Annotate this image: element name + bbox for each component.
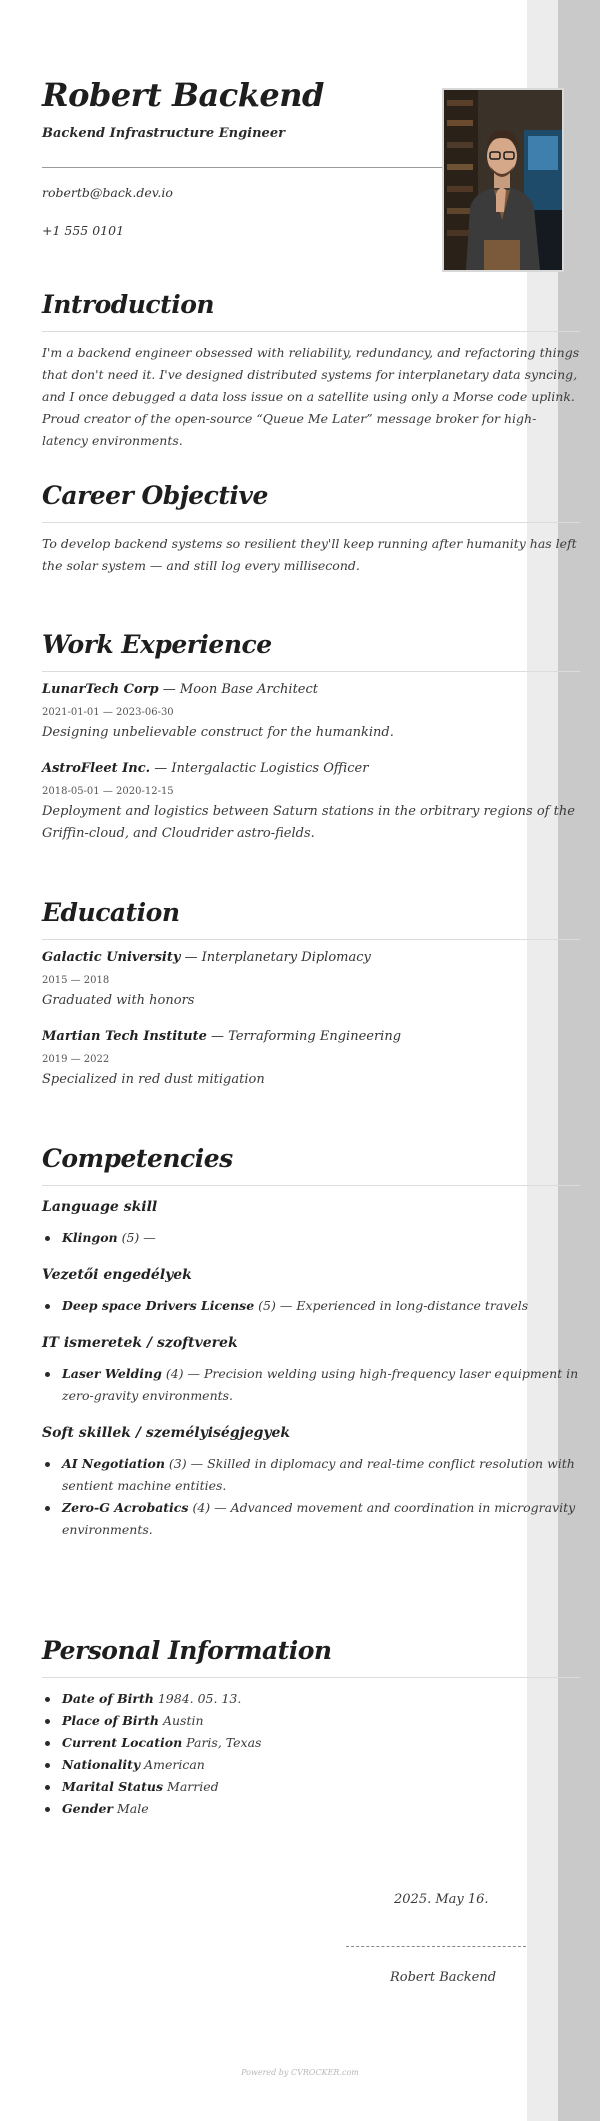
competency-name: Zero-G Acrobatics <box>62 1500 189 1515</box>
personal-title: Personal Information <box>42 1636 332 1665</box>
personal-label: Nationality <box>62 1757 141 1772</box>
personal-value: American <box>144 1757 205 1772</box>
personal-value: Paris, Texas <box>186 1735 262 1750</box>
candidate-role: Backend Infrastructure Engineer <box>42 126 285 141</box>
education-entry-head: Martian Tech Institute — Terraforming Engineering <box>42 1029 402 1044</box>
introduction-section <box>42 288 580 452</box>
competency-name: AI Negotiation <box>62 1456 165 1471</box>
signature-date: 2025. May 16. <box>394 1892 489 1907</box>
footer-credit[interactable]: Powered by CVROCKER.com <box>241 2068 359 2077</box>
competencies-section <box>42 1142 580 1541</box>
personal-item <box>42 1732 580 1754</box>
education-entry <box>42 948 580 1012</box>
competency-group-title: IT ismeretek / szoftverek <box>42 1335 238 1351</box>
education-dates: 2019 — 2022 <box>42 1054 110 1065</box>
competency-group <box>42 1197 580 1249</box>
personal-item <box>42 1688 580 1710</box>
competency-detail: (3) — Skilled in diplomacy and real-time conflict resolution with sentient machine entities. <box>62 1456 575 1493</box>
competency-list <box>42 1363 580 1407</box>
work-description: Deployment and logistics between Saturn stations in the orbitrary regions of the Griffin-cloud, and Cloudrider astro-fields. <box>42 804 575 841</box>
personal-value: Married <box>167 1779 219 1794</box>
section-divider <box>42 1677 580 1678</box>
objective-section <box>42 479 580 577</box>
work-entry <box>42 680 580 744</box>
profile-photo-illustration <box>444 90 562 270</box>
competency-detail: (4) — Precision welding using high-frequency laser equipment in zero-gravity environments. <box>62 1366 579 1403</box>
objective-title: Career Objective <box>42 481 268 510</box>
introduction-text: I'm a backend engineer obsessed with reliability, redundancy, and refactoring things that don't need it. I've designed distributed systems for interplanetary data syncing, and I once debugged a data loss issue on a satellite using only a Morse code uplink. Proud creator of the open-source “Queue Me Later” message broker for high-latency environments. <box>42 345 580 448</box>
personal-value: 1984. 05. 13. <box>157 1691 242 1706</box>
competency-list <box>42 1453 580 1541</box>
profile-photo <box>442 88 564 272</box>
personal-label: Marital Status <box>62 1779 164 1794</box>
personal-section <box>42 1634 580 1820</box>
introduction-title: Introduction <box>42 290 215 319</box>
competency-item <box>42 1453 580 1497</box>
competency-detail: (4) — Advanced movement and coordination in microgravity environments. <box>62 1500 576 1537</box>
work-entry-head: LunarTech Corp — Moon Base Architect <box>42 682 318 697</box>
personal-item <box>42 1710 580 1732</box>
competency-detail: (5) — Experienced in long-distance travels <box>254 1298 529 1313</box>
competency-detail: (5) — <box>117 1230 156 1245</box>
competency-item <box>42 1497 580 1541</box>
education-entry <box>42 1027 580 1091</box>
section-divider <box>42 522 580 523</box>
competency-group-title: Vezetői engedélyek <box>42 1267 192 1283</box>
phone-text[interactable]: +1 555 0101 <box>42 223 125 238</box>
header-divider <box>42 167 442 168</box>
competency-group <box>42 1265 580 1317</box>
education-description: Graduated with honors <box>42 993 195 1008</box>
personal-value: Austin <box>162 1713 204 1728</box>
competency-name: Deep space Drivers License <box>62 1298 255 1313</box>
work-position: Intergalactic Logistics Officer <box>171 761 369 776</box>
section-divider <box>42 671 580 672</box>
education-org: Martian Tech Institute <box>42 1029 207 1044</box>
section-divider <box>42 939 580 940</box>
education-section <box>42 896 580 1091</box>
personal-value: Male <box>116 1801 149 1816</box>
education-dates: 2015 — 2018 <box>42 975 110 986</box>
personal-label: Current Location <box>62 1735 183 1750</box>
education-description: Specialized in red dust mitigation <box>42 1072 265 1087</box>
competency-list <box>42 1227 580 1249</box>
competency-group <box>42 1423 580 1541</box>
competencies-title: Competencies <box>42 1144 233 1173</box>
work-org: AstroFleet Inc. <box>42 761 151 776</box>
signature-line <box>346 1946 526 1947</box>
competency-name: Klingon <box>62 1230 118 1245</box>
work-dates: 2018-05-01 — 2020-12-15 <box>42 786 174 797</box>
work-description: Designing unbelievable construct for the humankind. <box>42 725 394 740</box>
education-entry-head: Galactic University — Interplanetary Diplomacy <box>42 950 371 965</box>
competency-item <box>42 1363 580 1407</box>
personal-label: Gender <box>62 1801 113 1816</box>
education-org: Galactic University <box>42 950 181 965</box>
personal-label: Date of Birth <box>62 1691 154 1706</box>
competency-item <box>42 1295 580 1317</box>
section-divider <box>42 1185 580 1186</box>
education-field: Interplanetary Diplomacy <box>201 950 371 965</box>
competency-group <box>42 1333 580 1407</box>
education-field: Terraforming Engineering <box>228 1029 402 1044</box>
personal-label: Place of Birth <box>62 1713 159 1728</box>
competency-name: Laser Welding <box>62 1366 162 1381</box>
education-title: Education <box>42 898 180 927</box>
work-position: Moon Base Architect <box>179 682 318 697</box>
candidate-name: Robert Backend <box>42 76 324 114</box>
work-entry-head: AstroFleet Inc. — Intergalactic Logistics Officer <box>42 761 369 776</box>
competency-item <box>42 1227 580 1249</box>
competency-list <box>42 1295 580 1317</box>
email-text[interactable]: robertb@back.dev.io <box>42 185 173 200</box>
work-entry <box>42 759 580 845</box>
competency-group-title: Soft skillek / személyiségjegyek <box>42 1425 291 1441</box>
personal-item <box>42 1776 580 1798</box>
personal-list <box>42 1688 580 1820</box>
competency-group-title: Language skill <box>42 1199 158 1215</box>
section-divider <box>42 331 580 332</box>
work-title: Work Experience <box>42 630 272 659</box>
personal-item <box>42 1798 580 1820</box>
personal-item <box>42 1754 580 1776</box>
work-org: LunarTech Corp <box>42 682 159 697</box>
work-dates: 2021-01-01 — 2023-06-30 <box>42 707 174 718</box>
work-section <box>42 628 580 845</box>
signature-name: Robert Backend <box>390 1970 497 1985</box>
objective-text: To develop backend systems so resilient they'll keep running after humanity has left the solar system — and still log every millisecond. <box>42 536 577 573</box>
